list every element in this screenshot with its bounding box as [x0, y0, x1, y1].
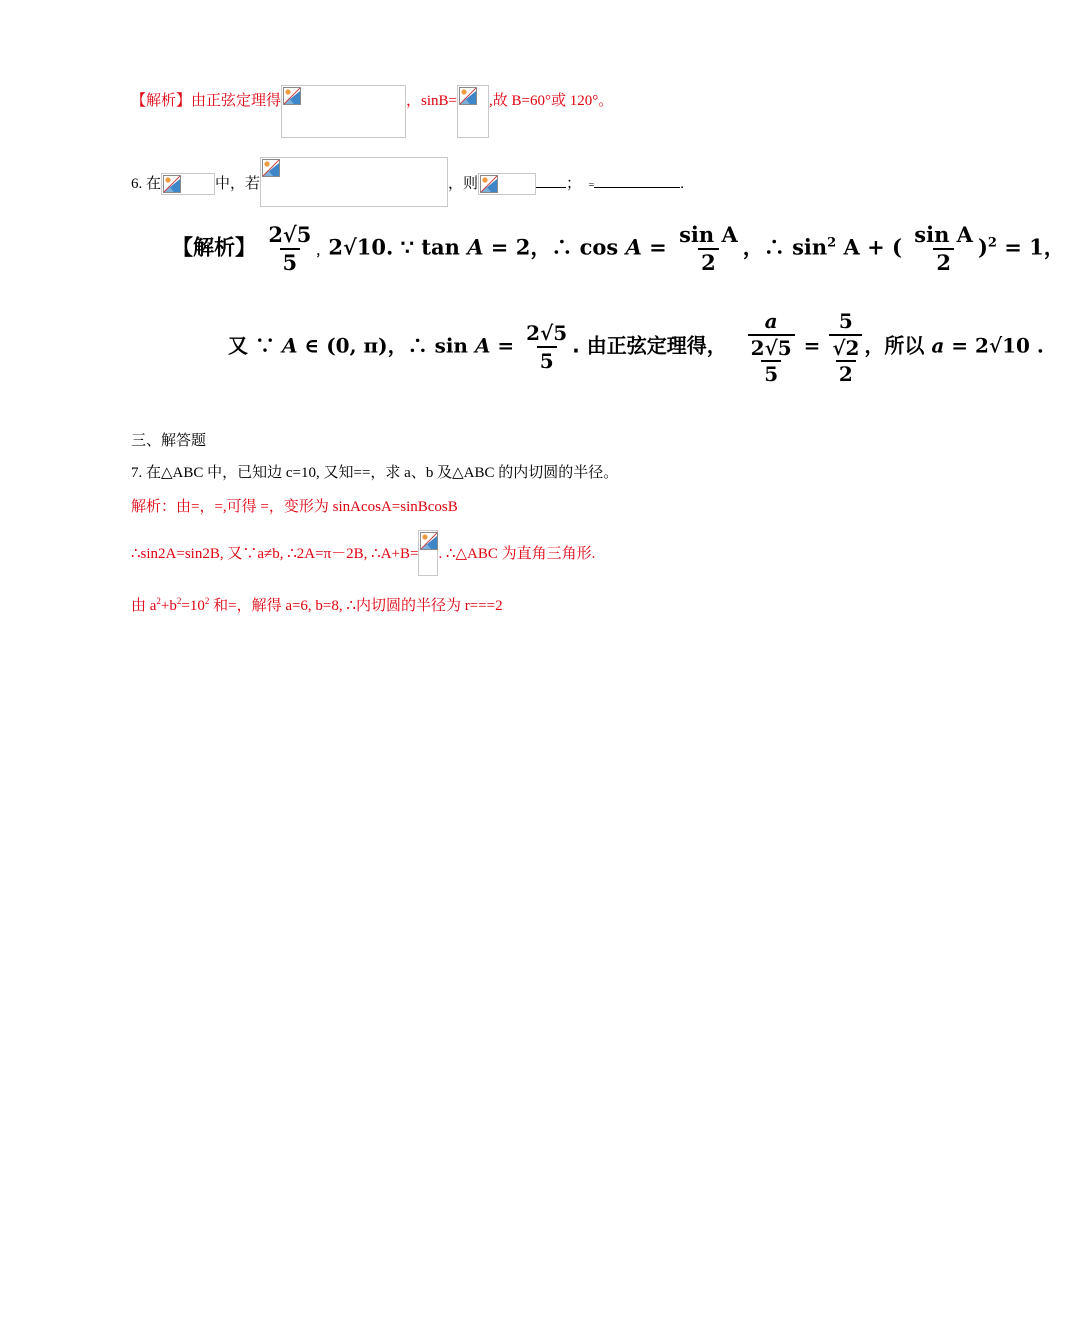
- math-text: =: [490, 333, 522, 358]
- fraction: [523, 320, 570, 374]
- fraction-denominator: [829, 334, 862, 386]
- math-text: = 1，: [996, 234, 1065, 260]
- math-text: ，所以: [864, 333, 932, 358]
- fraction-numerator: 2√5: [268, 222, 312, 247]
- solution-3-text: =10: [181, 598, 205, 614]
- question-6: [131, 175, 684, 207]
- fraction-numerator: √2: [832, 336, 860, 360]
- fraction-denominator: 2: [836, 360, 856, 386]
- solution-3-text: 和=，解得 a=6, b=8, ∴内切圆的半径为 r===2: [209, 598, 503, 614]
- fraction-numerator: sin A: [679, 222, 738, 247]
- solution-3-text: 由 a: [131, 598, 157, 614]
- math-var: a: [931, 333, 945, 358]
- superscript: 2: [156, 596, 161, 606]
- fraction: [748, 308, 795, 386]
- fraction: [676, 222, 741, 276]
- solution-2-suffix: . ∴△ABC 为直角三角形.: [438, 546, 596, 562]
- solution-3-text: +b: [160, 598, 177, 614]
- math-text: . ∵ tan: [386, 234, 468, 260]
- solution-line-1: 解析：由=，=,可得 =，变形为 sinAcosA=sinBcosB: [131, 499, 458, 515]
- solution-2-prefix: ∴sin2A=sin2B, 又∵a≠b, ∴2A=π－2B, ∴A+B=: [131, 546, 419, 562]
- analysis-prefix: 【解析】由正弦定理得: [131, 93, 282, 109]
- broken-image-icon: [418, 530, 438, 576]
- q6-eq: =: [588, 180, 595, 191]
- math-text: A + (: [836, 234, 902, 260]
- q6-semi: ；: [566, 176, 582, 192]
- q6-zhong: 中，若: [215, 176, 261, 192]
- fraction-numerator: a: [764, 309, 778, 333]
- math-sep: ，: [316, 243, 329, 258]
- fraction-numerator: 2√5: [750, 336, 792, 360]
- fraction-numerator: sin A: [914, 222, 973, 247]
- analysis-mid: ，sinB=: [406, 93, 457, 109]
- math-text: ，∴ cos: [530, 234, 626, 260]
- math-exponent: 2: [827, 235, 837, 251]
- math-text: 又 ∵: [228, 333, 282, 358]
- analysis-suffix: ,故 B=60°或 120°。: [489, 93, 614, 109]
- math-text: ，∴ sin: [742, 234, 828, 260]
- broken-image-icon: [260, 157, 448, 207]
- q6-end: .: [680, 176, 684, 192]
- answer-blank-2: [594, 175, 680, 188]
- math-text: . 由正弦定理得，: [572, 333, 727, 358]
- q6-prefix: 6. 在: [131, 176, 162, 192]
- superscript: 2: [176, 596, 182, 606]
- math-value: 2√10: [328, 234, 386, 260]
- math-text: ): [977, 234, 988, 260]
- math-text: =: [796, 333, 828, 358]
- superscript: 2: [204, 596, 210, 606]
- fraction: [829, 308, 862, 386]
- math-text: ∈ (0, π)，∴ sin: [297, 333, 475, 358]
- fraction-denominator: 5: [761, 360, 781, 386]
- fraction-denominator: [748, 334, 795, 386]
- solution-line-2: [131, 545, 595, 576]
- fraction-denominator: 5: [537, 346, 557, 374]
- section-heading: 三、解答题: [131, 433, 207, 449]
- fraction-denominator: 2: [698, 248, 719, 276]
- math-var: A: [625, 234, 642, 260]
- fraction-numerator: 5: [838, 309, 853, 333]
- broken-image-icon: [457, 85, 489, 138]
- math-var: A: [474, 333, 491, 358]
- math-solution-line-1: [172, 222, 1065, 276]
- math-exponent: 2: [987, 235, 997, 251]
- solution-line-3: [131, 592, 503, 615]
- broken-image-icon: [161, 173, 215, 195]
- answer-blank-1: [536, 175, 566, 188]
- fraction: [265, 222, 314, 276]
- math-text: = 2: [483, 234, 531, 260]
- question-7: 7. 在△ABC 中，已知边 c=10, 又知==，求 a、b 及△ABC 的内切圆的半径。: [131, 465, 619, 481]
- math-text: = 2√10 .: [944, 333, 1044, 358]
- fraction: [911, 222, 976, 276]
- fraction-numerator: 2√5: [526, 321, 568, 345]
- math-label: 【解析】: [172, 235, 256, 260]
- math-solution-line-2: [228, 308, 1044, 386]
- math-text: =: [641, 234, 675, 260]
- math-var: A: [467, 234, 484, 260]
- analysis-line-1: [131, 92, 613, 138]
- fraction-denominator: 2: [933, 248, 954, 276]
- fraction-denominator: 5: [280, 248, 301, 276]
- q6-ze: ，则: [448, 176, 479, 192]
- broken-image-icon: [478, 173, 536, 195]
- math-var: A: [281, 333, 298, 358]
- broken-image-icon: [281, 85, 406, 138]
